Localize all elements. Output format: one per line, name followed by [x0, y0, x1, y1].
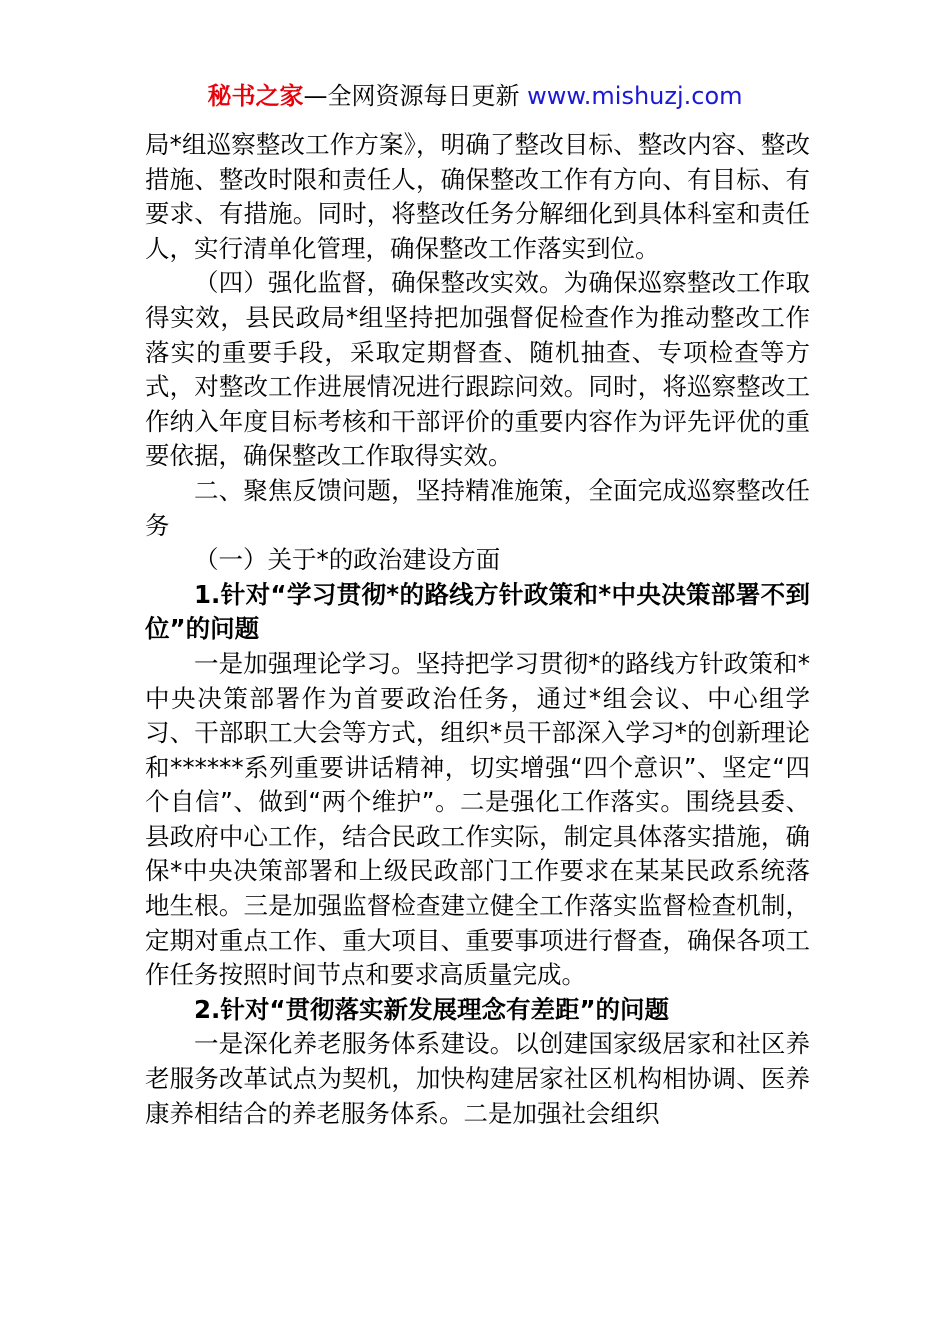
section-heading-2: 二、聚焦反馈问题，坚持精准施策，全面完成巡察整改任务 — [145, 475, 810, 540]
document-body — [145, 128, 810, 1131]
paragraph-continuation: 局*组巡察整改工作方案》，明确了整改目标、整改内容、整改措施、整改时限和责任人，确保整改工作有方向、有目标、有要求、有措施。同时，将整改任务分解细化到具体科室和责任人，实行清单化管理，确保整改工作落实到位。 — [145, 130, 810, 263]
site-slogan: —全网资源每日更新 — [303, 82, 520, 110]
site-brand: 秘书之家 — [207, 82, 304, 110]
site-header — [0, 81, 950, 111]
issue-heading-1: 1.针对“学习贯彻*的路线方针政策和*中央决策部署不到位”的问题 — [145, 579, 810, 644]
subsection-heading-1: （一）关于*的政治建设方面 — [194, 545, 501, 575]
paragraph-section-4: （四）强化监督，确保整改实效。为确保巡察整改工作取得实效，县民政局*组坚持把加强督促检查作为推动整改工作落实的重要手段，采取定期督查、随机抽查、专项检查等方式，对整改工作进展情况进行跟踪问效。同时，将巡察整改工作纳入年度目标考核和干部评价的重要内容作为评先评优的重要依据，确保整改工作取得实效。 — [145, 268, 810, 471]
paragraph-issue-2: 一是深化养老服务体系建设。以创建国家级居家和社区养老服务改革试点为契机，加快构建居家社区机构相协调、医养康养相结合的养老服务体系。二是加强社会组织 — [145, 1029, 810, 1128]
site-url-link[interactable]: www.mishuzj.com — [527, 82, 743, 110]
paragraph-issue-1: 一是加强理论学习。坚持把学习贯彻*的路线方针政策和*中央决策部署作为首要政治任务，通过*组会议、中心组学习、干部职工大会等方式，组织*员干部深入学习*的创新理论和******系列重要讲话精神，切实增强“四个意识”、坚定“四个自信”、做到“两个维护”。二是强化工作落实。围绕县委、县政府中心工作，结合民政工作实际，制定具体落实措施，确保*中央决策部署和上级民政部门工作要求在某某民政系统落地生根。三是加强监督检查建立健全工作落实监督检查机制，定期对重点工作、重大项目、重要事项进行督查，确保各项工作任务按照时间节点和要求高质量完成。 — [145, 648, 810, 990]
issue-heading-2: 2.针对“贯彻落实新发展理念有差距”的问题 — [194, 994, 670, 1024]
